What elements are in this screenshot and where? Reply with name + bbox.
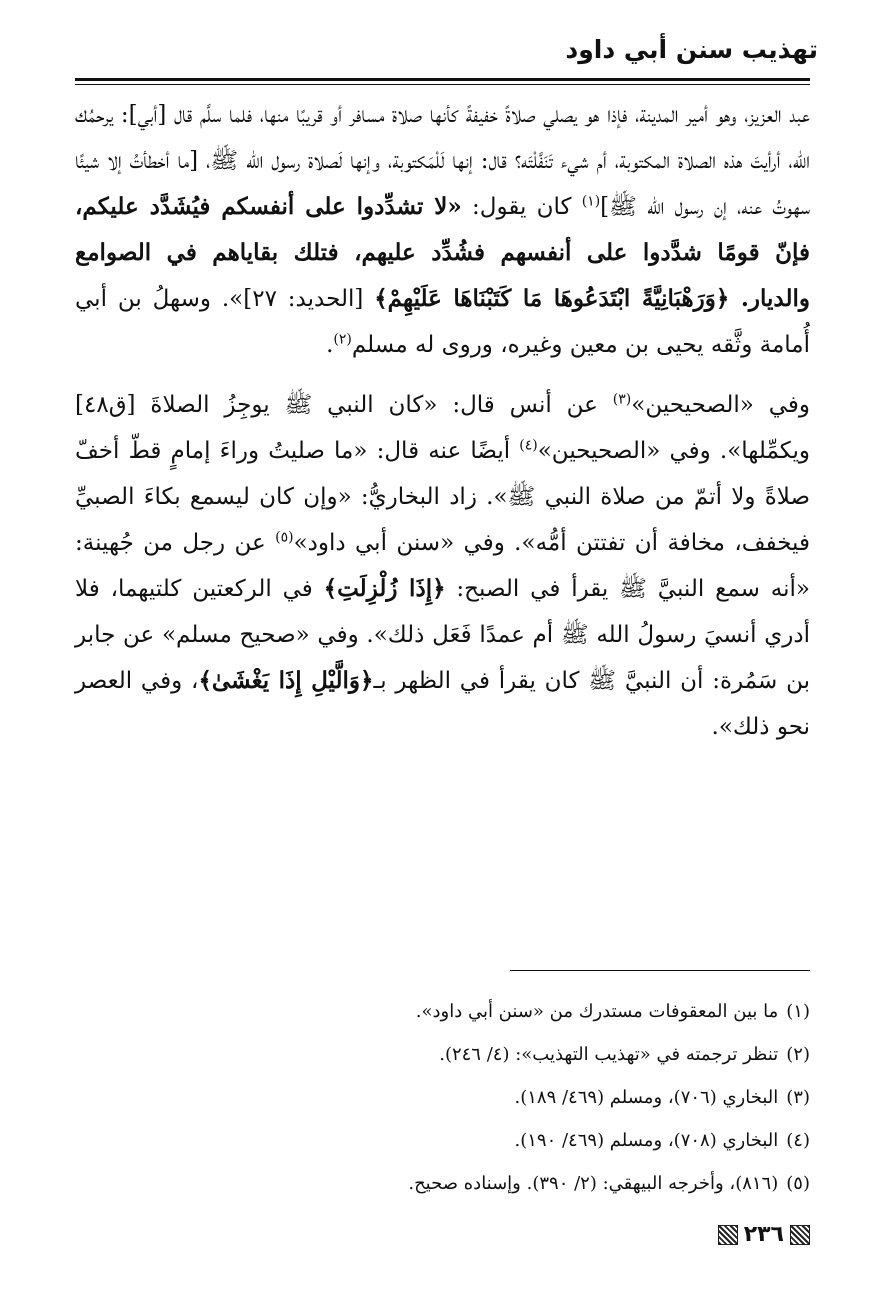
p2-quran-verse-1: ﴿إِذَا زُلْزِلَتِ﴾ [323,575,446,602]
footnote-number: (٤) [786,1130,810,1151]
paragraph-1 [75,92,810,368]
p2-quran-verse-2: ﴿وَالَّيْلِ إِذَا يَغْشَىٰ﴾ [198,667,374,694]
footnote-5 [75,1162,810,1205]
p2-text-a: وفي «الصحيحين» [631,392,810,418]
p2-text-d: عن رجل من جُهينة: «أنه سمع النبيَّ ﷺ يقرأ في الصبح: [75,530,810,602]
page-number-block [718,1222,810,1247]
footnote-ref-3: (٣) [612,391,632,408]
footnote-text: ما بين المعقوفات مستدرك من «سنن أبي داود». [415,1001,779,1022]
p1-quran-verse: ﴿وَرَهْبَانِيَّةً ابْتَدَعُوهَا مَا كَتَبْنَاهَا عَلَيْهِمْ﴾ [374,285,741,312]
footnote-text: تنظر ترجمته في «تهذيب التهذيب»: (٤/ ٢٤٦). [439,1044,779,1065]
p1-text-a: عبد العزيز، وهو أمير المدينة، فإذا هو يصلي صلاةً خفيفةً كأنها صلاة مسافر أو قريبًا منها، فلما سلَّم قال [أبي]: يرحمُك الله، أرأيتَ هذه الصلاة المكتوبة، أم شيء تَنَفَّلْتَه؟ قال: إنها لَلْمَكتوبة، وإنها لَصلاة رسول الله ﷺ، [ما أخطأتُ إلا شيئًا سهوتُ عنه، إن رسول الله ﷺ] [75,102,810,220]
p2-text-f: ، وفي العصر نحو ذلك». [75,668,810,740]
ornament-icon [718,1225,738,1245]
footnote-text: البخاري (٧٠٦)، ومسلم (٤٦٩/ ١٨٩). [514,1087,779,1108]
footnote-ref-2: (٢) [333,331,352,348]
p1-end: . [326,332,334,358]
footnote-separator [510,970,810,971]
p1-text-b: كان يقول: [461,194,582,220]
footnote-4 [75,1119,810,1162]
ornament-icon [790,1225,810,1245]
main-text [75,92,810,750]
footnote-number: (١) [786,1001,810,1022]
page-number: ٢٣٦ [743,1222,784,1247]
footnote-number: (٢) [786,1044,810,1065]
p2-text-b: عن أنس قال: «كان النبي ﷺ يوجِزُ الصلاةَ [ق٤٨] ويكمِّلها». وفي «الصحيحين» [75,392,810,464]
footnote-text: (٨١٦)، وأخرجه البيهقي: (٢/ ٣٩٠). وإسناده صحيح. [408,1173,779,1194]
paragraph-2 [75,382,810,750]
footnote-number: (٣) [786,1087,810,1108]
footnote-ref-4: (٤) [519,437,538,454]
header-rule [75,78,810,81]
footnotes [75,990,810,1205]
p1-hadith-bold: «لا تشدِّدوا على أنفسكم فيُشَدَّد عليكم، فإنّ قومًا شدَّدوا على أنفسهم فشُدِّد عليهم، فتلك بقاياهم في الصوامع والديار. [75,193,810,312]
footnote-text: البخاري (٧٠٨)، ومسلم (٤٦٩/ ١٩٠). [514,1130,779,1151]
footnote-ref-1: (١) [581,193,601,210]
footnote-number: (٥) [786,1173,810,1194]
p2-text-c: أيضًا عنه قال: «ما صليتُ وراءَ إمامٍ قطّ أخفّ صلاةً ولا أتمّ من صلاة النبي ﷺ». زاد البخاريُّ: «وإن كان ليسمع بكاءَ الصبيِّ فيخفف، مخافة أن تفتتن أمُّه». وفي «سنن أبي داود» [75,438,810,556]
p1-text-c: [الحديد: ٢٧]». وسهلُ بن أبي أُمامة وثَّقه يحيى بن معين وغيره، وروى له مسلم [75,286,810,358]
footnote-3 [75,1076,810,1119]
header-rule-thin [75,84,810,85]
p2-text-e: في الركعتين كلتيهما، فلا أدري أنسيَ رسولُ الله ﷺ أم عمدًا فَعَل ذلك». وفي «صحيح مسلم» عن جابر بن سَمُرة: أن النبيَّ ﷺ كان يقرأ في الظهر بـ [75,576,811,694]
footnote-2 [75,1033,810,1076]
footnote-ref-5: (٥) [275,529,294,546]
footnote-1 [75,990,810,1033]
running-header: تهذيب سنن أبي داود [565,35,818,64]
